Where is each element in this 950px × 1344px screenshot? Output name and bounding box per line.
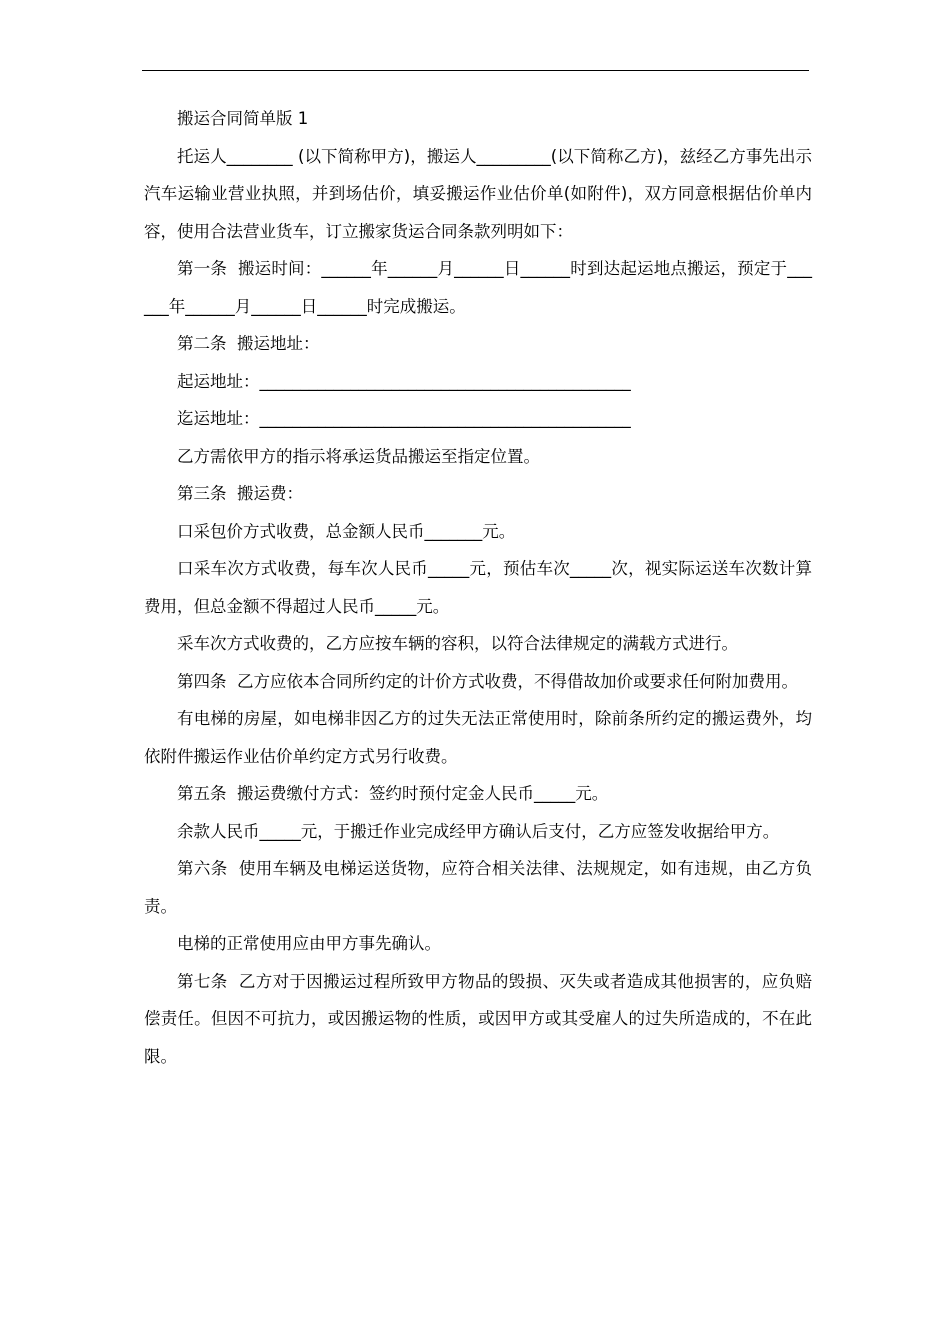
fee-option-per-trip: 口采车次方式收费，每车次人民币_____元，预估车次_____次，视实际运送车次数计算费用，但总金额不得超过人民币_____元。 — [144, 559, 812, 616]
article-4-pricing: 第四条 乙方应依本合同所约定的计价方式收费，不得借故加价或要求任何附加费用。 — [177, 671, 798, 691]
article-6-compliance: 第六条 使用车辆及电梯运送货物，应符合相关法律、法规规定，如有违规，由乙方负责。 — [144, 859, 812, 916]
article-2-instruction: 乙方需依甲方的指示将承运货品搬运至指定位置。 — [177, 446, 540, 466]
elevator-confirmation-clause: 电梯的正常使用应由甲方事先确认。 — [177, 934, 441, 953]
article-5-payment: 第五条 搬运费缴付方式：签约时预付定金人民币_____元。 — [177, 784, 609, 803]
article-1-moving-time: 第一条 搬运时间：______年______月______日______时到达起运地点搬运，预定于______年______月______日______时完成搬运。 — [144, 259, 812, 316]
article-7-liability: 第七条 乙方对于因搬运过程所致甲方物品的毁损、灭失或者造成其他损害的，应负赔偿责任。但因不可抗力，或因搬运物的性质，或因甲方或其受雇人的过失所造成的，不在此限。 — [144, 971, 812, 1066]
elevator-fee-clause: 有电梯的房屋，如电梯非因乙方的过失无法正常使用时，除前条所约定的搬运费外，均依附件搬运作业估价单约定方式另行收费。 — [144, 709, 812, 766]
origin-address-line: 起运地址：_____________________________________________ — [177, 371, 631, 391]
per-trip-load-rule: 采车次方式收费的，乙方应按车辆的容积，以符合法律规定的满载方式进行。 — [177, 634, 738, 653]
balance-payment-clause: 余款人民币_____元，于搬迁作业完成经甲方确认后支付，乙方应签发收据给甲方。 — [177, 821, 780, 841]
header-rule — [142, 70, 809, 71]
document-body — [144, 100, 812, 1075]
article-2-heading: 第二条 搬运地址： — [177, 334, 320, 353]
destination-address-line: 迄运地址：_____________________________________________ — [177, 409, 631, 428]
preamble-paragraph: 托运人________ (以下简称甲方)，搬运人_________(以下简称乙方)，兹经乙方事先出示汽车运输业营业执照，并到场估价，填妥搬运作业估价单(如附件)，双方同意根据估价单内容，使用合法营业货车，订立搬家货运合同条款列明如下： — [144, 146, 812, 241]
fee-option-lump-sum: 口采包价方式收费，总金额人民币_______元。 — [177, 521, 516, 541]
article-3-heading: 第三条 搬运费： — [177, 484, 303, 503]
document-title: 搬运合同简单版 1 — [177, 109, 309, 128]
